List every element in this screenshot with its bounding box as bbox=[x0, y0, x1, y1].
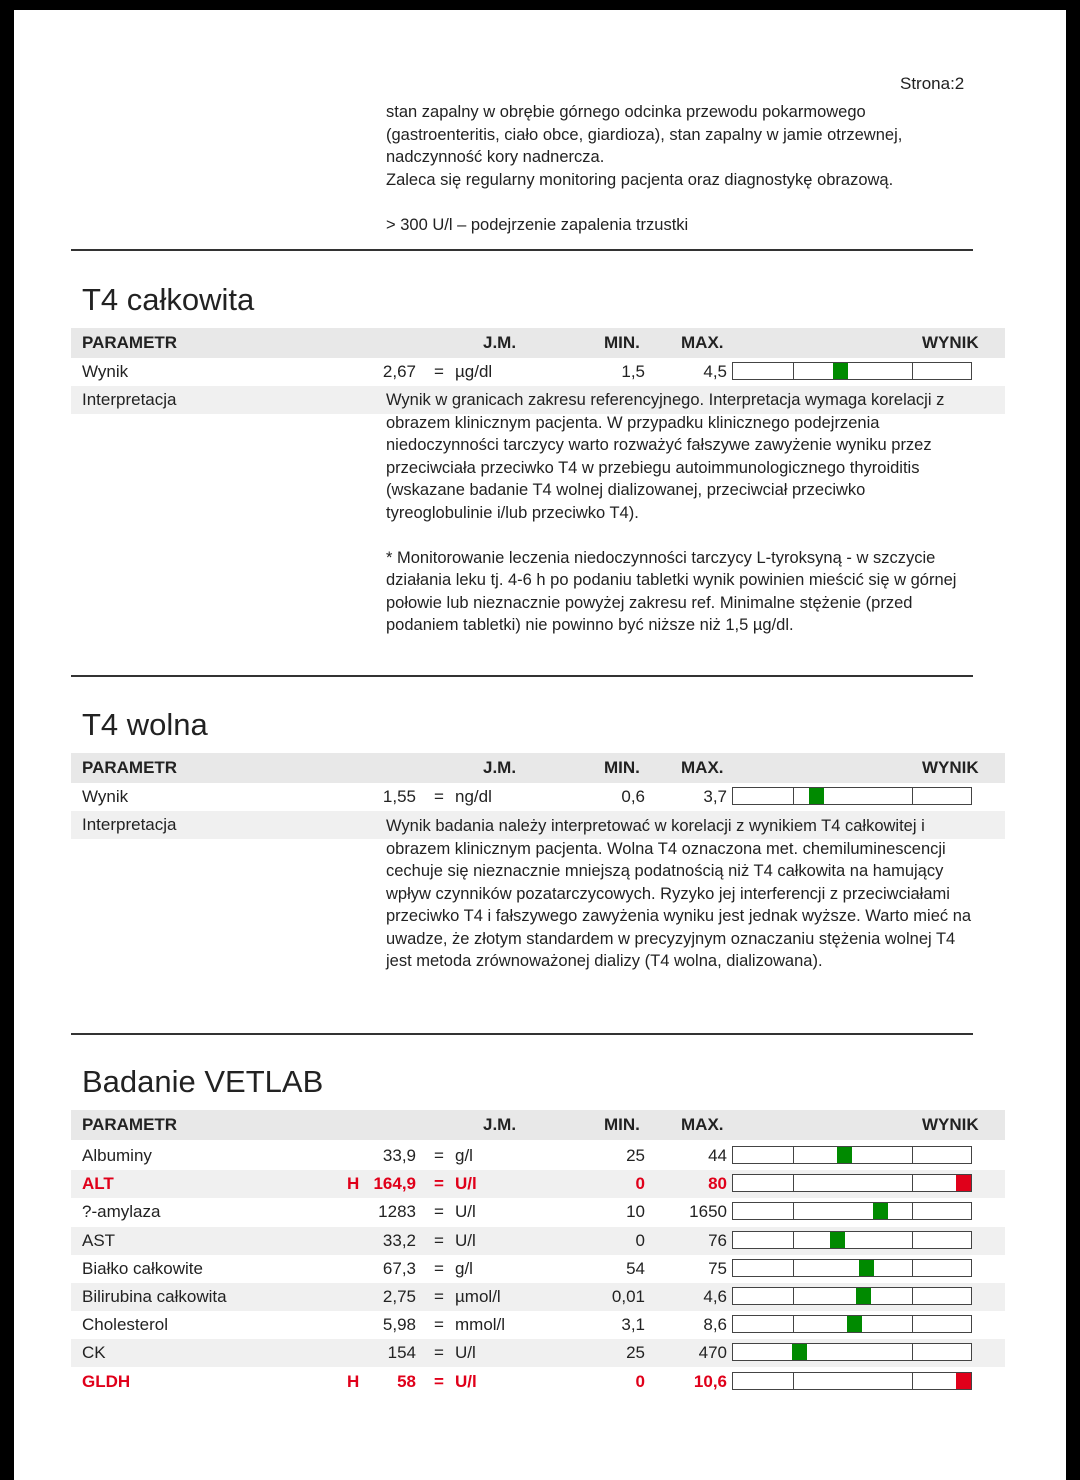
header-max: MAX. bbox=[681, 1115, 724, 1134]
row-value: 154 bbox=[387, 1343, 416, 1363]
row-name: Białko całkowite bbox=[82, 1258, 203, 1278]
row-name: AST bbox=[82, 1230, 116, 1250]
result-marker bbox=[856, 1288, 871, 1304]
row-max: 75 bbox=[708, 1258, 727, 1278]
row-name: CK bbox=[82, 1343, 106, 1363]
interpretation-text bbox=[386, 815, 1008, 973]
header-unit: J.M. bbox=[483, 1115, 517, 1134]
row-max: 4,6 bbox=[703, 1287, 727, 1306]
result-range-bar bbox=[732, 1343, 972, 1361]
row-value: 1,55 bbox=[382, 787, 416, 806]
reference-range bbox=[793, 1288, 913, 1304]
result-range-bar bbox=[732, 1202, 972, 1220]
row-equals: = bbox=[434, 1258, 444, 1278]
reference-range bbox=[793, 1147, 913, 1163]
interpretation-label: Interpretacja bbox=[82, 390, 177, 409]
row-name: GLDH bbox=[82, 1371, 131, 1391]
table-row bbox=[71, 1255, 1005, 1283]
interp-line bbox=[386, 524, 1008, 547]
row-name: Wynik bbox=[82, 787, 129, 806]
row-value: 58 bbox=[397, 1371, 416, 1391]
table-header bbox=[71, 753, 1005, 783]
header-min: MIN. bbox=[604, 1115, 640, 1134]
row-equals: = bbox=[434, 1230, 444, 1250]
header-unit: J.M. bbox=[483, 758, 517, 777]
table-row bbox=[71, 1198, 1005, 1226]
header-min: MIN. bbox=[604, 758, 640, 777]
result-marker bbox=[833, 363, 848, 379]
interp-line: cechuje się nieznacznie mniejszą podatnością niż T4 całkowita na hamujący bbox=[386, 862, 944, 880]
result-marker bbox=[873, 1203, 888, 1219]
result-marker bbox=[830, 1232, 845, 1248]
result-marker bbox=[837, 1147, 852, 1163]
intro-line: stan zapalny w obrębie górnego odcinka przewodu pokarmowego bbox=[386, 103, 866, 121]
row-min: 0 bbox=[635, 1230, 645, 1250]
left-border bbox=[0, 0, 14, 1480]
intro-line bbox=[386, 191, 1011, 214]
header-min: MIN. bbox=[604, 333, 640, 352]
header-max: MAX. bbox=[681, 333, 724, 352]
row-value: 5,98 bbox=[382, 1315, 416, 1335]
row-max: 3,7 bbox=[703, 787, 727, 806]
interp-line: Wynik w granicach zakresu referencyjnego. Interpretacja wymaga korelacji z bbox=[386, 391, 945, 409]
table-row bbox=[71, 783, 1005, 811]
interp-line: obrazem klinicznym pacjenta. Wolna T4 oznaczona met. chemiluminescencji bbox=[386, 839, 946, 858]
result-range-bar bbox=[732, 1259, 972, 1277]
result-range-bar bbox=[732, 1287, 972, 1305]
row-unit: U/l bbox=[455, 1343, 476, 1363]
table-row bbox=[71, 1142, 1005, 1170]
row-min: 54 bbox=[626, 1258, 645, 1278]
interpretation-text bbox=[386, 389, 1008, 637]
header-param: PARAMETR bbox=[82, 758, 178, 777]
intro-line: nadczynność kory nadnercza. bbox=[386, 148, 605, 166]
intro-line: Zaleca się regularny monitoring pacjenta oraz diagnostykę obrazową. bbox=[386, 170, 894, 189]
header-result: WYNIK bbox=[922, 1115, 979, 1134]
row-value: 2,67 bbox=[382, 362, 416, 381]
row-name: Albuminy bbox=[82, 1146, 152, 1165]
table-row bbox=[71, 1170, 1005, 1198]
row-max: 4,5 bbox=[703, 362, 727, 381]
header-param: PARAMETR bbox=[82, 333, 178, 352]
header-unit: J.M. bbox=[483, 333, 517, 352]
result-range-bar bbox=[732, 362, 972, 380]
row-value: 33,9 bbox=[382, 1146, 416, 1165]
row-equals: = bbox=[434, 1371, 444, 1391]
top-border bbox=[0, 0, 1080, 10]
row-value: 33,2 bbox=[382, 1230, 416, 1250]
row-unit: g/l bbox=[455, 1258, 473, 1278]
interp-line: podaniem tabletki) nie powinno być niższe niż 1,5 µg/dl. bbox=[386, 616, 794, 634]
result-marker bbox=[847, 1316, 862, 1332]
section-title: T4 całkowita bbox=[82, 282, 255, 317]
interp-line: * Monitorowanie leczenia niedoczynności tarczycy L-tyroksyną - w szczycie bbox=[386, 548, 936, 567]
result-range-bar bbox=[732, 1315, 972, 1333]
row-name: Wynik bbox=[82, 362, 129, 381]
interp-line: przeciwciała przeciwko T4 w przebiegu autoimmunologicznego thyroiditis bbox=[386, 458, 920, 477]
result-marker bbox=[809, 788, 824, 804]
row-unit: U/l bbox=[455, 1202, 476, 1222]
row-equals: = bbox=[434, 1174, 444, 1194]
row-unit: µmol/l bbox=[455, 1287, 501, 1306]
row-unit: U/l bbox=[455, 1174, 477, 1194]
interp-line: działania leku tj. 4-6 h po podaniu tabletki wynik powinien mieścić się w górnej bbox=[386, 571, 957, 589]
row-equals: = bbox=[434, 1287, 444, 1306]
result-marker bbox=[859, 1260, 874, 1276]
interp-line: uwadze, że złotym standardem w precyzyjnym oznaczaniu stężenia wolnej T4 bbox=[386, 929, 956, 948]
header-max: MAX. bbox=[681, 758, 724, 777]
row-max: 44 bbox=[708, 1146, 727, 1165]
row-flag: H bbox=[347, 1371, 360, 1391]
reference-range bbox=[793, 1373, 913, 1389]
right-border bbox=[1066, 0, 1080, 1480]
result-marker bbox=[956, 1175, 971, 1191]
result-marker bbox=[956, 1373, 971, 1389]
row-unit: U/l bbox=[455, 1230, 476, 1250]
table-row bbox=[71, 1368, 1005, 1396]
interp-line: (wskazane badanie T4 wolnej dializowanej, przeciwciał przeciwko bbox=[386, 481, 866, 499]
row-unit: µg/dl bbox=[455, 362, 493, 381]
table-row bbox=[71, 1283, 1005, 1311]
row-unit: U/l bbox=[455, 1371, 477, 1391]
result-range-bar bbox=[732, 1174, 972, 1192]
row-name: ?-amylaza bbox=[82, 1202, 161, 1222]
row-value: 67,3 bbox=[382, 1258, 416, 1278]
reference-range bbox=[793, 1175, 913, 1191]
row-value: 164,9 bbox=[373, 1174, 416, 1194]
row-min: 3,1 bbox=[621, 1315, 645, 1335]
row-max: 76 bbox=[708, 1230, 727, 1250]
result-marker bbox=[792, 1344, 807, 1360]
row-equals: = bbox=[434, 1146, 444, 1165]
row-value: 2,75 bbox=[382, 1287, 416, 1306]
table-row bbox=[71, 1339, 1005, 1367]
interp-line: niedoczynności tarczycy warto rozważyć fałszywe zawyżenie wyniku przez bbox=[386, 436, 932, 454]
row-max: 8,6 bbox=[703, 1315, 727, 1335]
reference-range bbox=[793, 1260, 913, 1276]
row-flag: H bbox=[347, 1174, 360, 1194]
row-min: 0 bbox=[635, 1371, 645, 1391]
row-min: 0,6 bbox=[621, 787, 645, 806]
row-max: 1650 bbox=[689, 1202, 727, 1222]
row-min: 0,01 bbox=[611, 1287, 645, 1306]
row-max: 80 bbox=[708, 1174, 727, 1194]
intro-line: > 300 U/l – podejrzenie zapalenia trzustki bbox=[386, 215, 689, 234]
row-min: 25 bbox=[626, 1146, 645, 1165]
interpretation-label: Interpretacja bbox=[82, 815, 177, 834]
table-header bbox=[71, 1110, 1005, 1140]
row-unit: g/l bbox=[455, 1146, 473, 1165]
section-divider bbox=[71, 249, 973, 251]
interp-line: wpływ czynników pozatarczycowych. Ryzyko jej interferencji z przeciwciałami bbox=[386, 884, 950, 903]
interp-line: jest metoda zrównoważonej dializy (T4 wolna, dializowana). bbox=[386, 952, 823, 970]
row-max: 470 bbox=[698, 1343, 727, 1363]
table-row bbox=[71, 1311, 1005, 1339]
reference-range bbox=[793, 1344, 913, 1360]
report-page[interactable] bbox=[14, 10, 1066, 1480]
intro-line: (gastroenteritis, ciało obce, giardioza), stan zapalny w jamie otrzewnej, bbox=[386, 125, 903, 144]
header-param: PARAMETR bbox=[82, 1115, 178, 1134]
result-range-bar bbox=[732, 1146, 972, 1164]
reference-range bbox=[793, 1232, 913, 1248]
interp-line: obrazem klinicznym pacjenta. W przypadku klinicznego podejrzenia bbox=[386, 413, 880, 432]
section-title: Badanie VETLAB bbox=[82, 1064, 324, 1099]
interp-line: Wynik badania należy interpretować w korelacji z wynikiem T4 całkowitej i bbox=[386, 817, 925, 835]
row-min: 10 bbox=[626, 1202, 645, 1222]
section-divider bbox=[71, 1033, 973, 1035]
interp-line: tyreoglobulinie i/lub przeciwko T4). bbox=[386, 503, 639, 522]
table-row bbox=[71, 358, 1005, 386]
row-equals: = bbox=[434, 362, 444, 381]
row-equals: = bbox=[434, 1202, 444, 1222]
row-name: ALT bbox=[82, 1174, 114, 1194]
row-equals: = bbox=[434, 787, 444, 806]
page-number: Strona:2 bbox=[900, 74, 965, 93]
result-range-bar bbox=[732, 1372, 972, 1390]
interp-line: połowie lub nieznacznie powyżej zakresu ref. Minimalne stężenie (przed bbox=[386, 593, 913, 612]
header-result: WYNIK bbox=[922, 333, 979, 352]
reference-range bbox=[793, 363, 913, 379]
row-unit: mmol/l bbox=[455, 1315, 506, 1335]
row-name: Bilirubina całkowita bbox=[82, 1287, 227, 1306]
intro-text bbox=[386, 101, 1011, 236]
row-min: 1,5 bbox=[621, 362, 645, 381]
row-min: 0 bbox=[635, 1174, 645, 1194]
row-min: 25 bbox=[626, 1343, 645, 1363]
table-header bbox=[71, 328, 1005, 358]
header-result: WYNIK bbox=[922, 758, 979, 777]
reference-range bbox=[793, 1203, 913, 1219]
table-row bbox=[71, 1227, 1005, 1255]
section-title: T4 wolna bbox=[82, 707, 208, 742]
row-name: Cholesterol bbox=[82, 1315, 168, 1335]
interp-line: przeciwko T4 i fałszywego zawyżenia wyniku jest jednak wyższe. Warto mieć na bbox=[386, 907, 972, 925]
row-max: 10,6 bbox=[693, 1371, 727, 1391]
result-range-bar bbox=[732, 787, 972, 805]
section-divider bbox=[71, 675, 973, 677]
row-value: 1283 bbox=[378, 1202, 416, 1222]
result-range-bar bbox=[732, 1231, 972, 1249]
row-equals: = bbox=[434, 1343, 444, 1363]
row-equals: = bbox=[434, 1315, 444, 1335]
row-unit: ng/dl bbox=[455, 787, 492, 806]
